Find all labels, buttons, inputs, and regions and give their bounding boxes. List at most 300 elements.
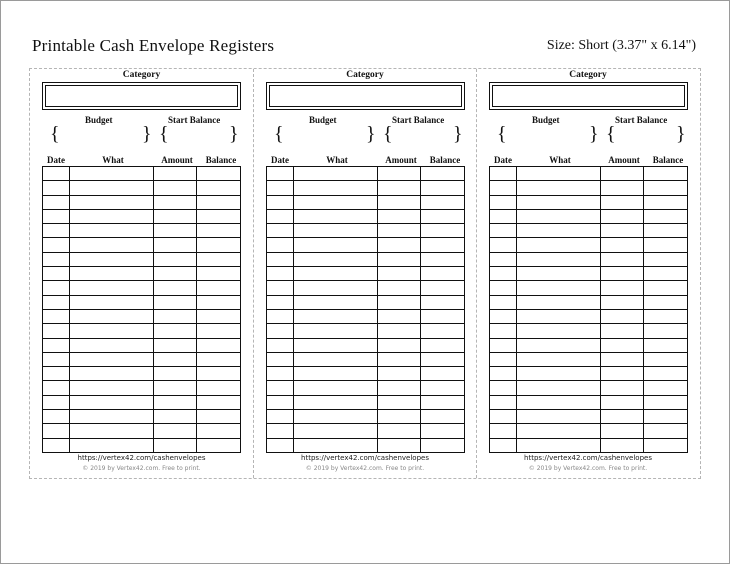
what-cell[interactable] [517, 238, 601, 252]
amount-cell[interactable] [154, 381, 197, 395]
table-row [267, 410, 465, 424]
column-header-what: What [102, 155, 124, 165]
amount-cell[interactable] [154, 238, 197, 252]
date-cell[interactable] [267, 381, 294, 395]
date-cell[interactable] [490, 224, 517, 238]
balance-cell[interactable] [197, 338, 241, 352]
what-cell[interactable] [517, 167, 601, 181]
date-cell[interactable] [43, 338, 70, 352]
balance-cell[interactable] [644, 395, 688, 409]
amount-cell[interactable] [154, 338, 197, 352]
table-row [43, 181, 241, 195]
balance-cell[interactable] [197, 424, 241, 438]
amount-cell[interactable] [154, 410, 197, 424]
budget-brace-open: { [497, 123, 507, 145]
what-cell[interactable] [294, 238, 378, 252]
table-row [43, 352, 241, 366]
date-cell[interactable] [43, 295, 70, 309]
table-row [490, 195, 688, 209]
what-cell[interactable] [70, 167, 154, 181]
amount-cell[interactable] [378, 410, 421, 424]
amount-cell[interactable] [601, 252, 644, 266]
table-row [490, 367, 688, 381]
what-cell[interactable] [517, 395, 601, 409]
what-cell[interactable] [517, 295, 601, 309]
date-cell[interactable] [490, 324, 517, 338]
date-cell[interactable] [43, 238, 70, 252]
what-cell[interactable] [70, 267, 154, 281]
what-cell[interactable] [517, 367, 601, 381]
what-cell[interactable] [70, 238, 154, 252]
what-cell[interactable] [517, 410, 601, 424]
copyright-note: © 2019 by Vertex42.com. Free to print. [305, 465, 425, 472]
date-cell[interactable] [490, 267, 517, 281]
balance-cell[interactable] [197, 395, 241, 409]
table-row [43, 209, 241, 223]
what-cell[interactable] [70, 381, 154, 395]
amount-cell[interactable] [378, 395, 421, 409]
balance-cell[interactable] [644, 209, 688, 223]
table-row [490, 324, 688, 338]
date-cell[interactable] [43, 252, 70, 266]
balance-cell[interactable] [197, 209, 241, 223]
date-cell[interactable] [43, 181, 70, 195]
amount-cell[interactable] [601, 438, 644, 452]
amount-cell[interactable] [154, 181, 197, 195]
balance-cell[interactable] [197, 295, 241, 309]
amount-cell[interactable] [601, 238, 644, 252]
start-balance-brace-close: } [229, 123, 239, 145]
start-balance-brace-close: } [676, 123, 686, 145]
table-row [267, 395, 465, 409]
date-cell[interactable] [43, 424, 70, 438]
balance-cell[interactable] [644, 295, 688, 309]
table-row [490, 295, 688, 309]
envelope-cards [29, 68, 701, 479]
register-table [489, 166, 688, 453]
date-cell[interactable] [267, 281, 294, 295]
start-balance-label: Start Balance [168, 115, 221, 125]
balance-cell[interactable] [421, 367, 465, 381]
amount-cell[interactable] [154, 267, 197, 281]
balance-cell[interactable] [197, 324, 241, 338]
table-row [43, 410, 241, 424]
balance-cell[interactable] [197, 167, 241, 181]
table-row [267, 324, 465, 338]
what-cell[interactable] [294, 424, 378, 438]
balance-cell[interactable] [421, 267, 465, 281]
date-cell[interactable] [267, 438, 294, 452]
amount-cell[interactable] [378, 295, 421, 309]
amount-cell[interactable] [601, 367, 644, 381]
what-cell[interactable] [70, 209, 154, 223]
date-cell[interactable] [267, 252, 294, 266]
what-cell[interactable] [70, 338, 154, 352]
amount-cell[interactable] [378, 267, 421, 281]
balance-cell[interactable] [644, 367, 688, 381]
balance-cell[interactable] [421, 338, 465, 352]
date-cell[interactable] [267, 338, 294, 352]
balance-cell[interactable] [644, 224, 688, 238]
register-table [42, 166, 241, 453]
balance-cell[interactable] [421, 395, 465, 409]
date-cell[interactable] [267, 352, 294, 366]
amount-cell[interactable] [154, 352, 197, 366]
date-cell[interactable] [43, 167, 70, 181]
table-row [490, 395, 688, 409]
copyright-note: © 2019 by Vertex42.com. Free to print. [528, 465, 648, 472]
date-cell[interactable] [43, 209, 70, 223]
balance-cell[interactable] [197, 438, 241, 452]
balance-cell[interactable] [421, 352, 465, 366]
amount-cell[interactable] [378, 181, 421, 195]
amount-cell[interactable] [601, 209, 644, 223]
what-cell[interactable] [294, 324, 378, 338]
source-url: https://vertex42.com/cashenvelopes [77, 454, 206, 462]
balance-cell[interactable] [421, 309, 465, 323]
budget-brace-close: } [366, 123, 376, 145]
table-row [490, 167, 688, 181]
what-cell[interactable] [517, 209, 601, 223]
balance-cell[interactable] [644, 424, 688, 438]
amount-cell[interactable] [378, 338, 421, 352]
what-cell[interactable] [294, 395, 378, 409]
date-cell[interactable] [43, 438, 70, 452]
what-cell[interactable] [70, 281, 154, 295]
date-cell[interactable] [267, 410, 294, 424]
balance-cell[interactable] [197, 195, 241, 209]
category-label: Category [569, 70, 607, 80]
column-header-amount: Amount [608, 155, 640, 165]
what-cell[interactable] [517, 352, 601, 366]
what-cell[interactable] [294, 410, 378, 424]
what-cell[interactable] [517, 381, 601, 395]
amount-cell[interactable] [378, 309, 421, 323]
table-row [490, 410, 688, 424]
balance-cell[interactable] [644, 324, 688, 338]
amount-cell[interactable] [378, 367, 421, 381]
what-cell[interactable] [517, 224, 601, 238]
date-cell[interactable] [490, 209, 517, 223]
date-cell[interactable] [490, 410, 517, 424]
amount-cell[interactable] [601, 324, 644, 338]
amount-cell[interactable] [601, 224, 644, 238]
column-header-date: Date [47, 155, 65, 165]
what-cell[interactable] [70, 367, 154, 381]
date-cell[interactable] [43, 395, 70, 409]
amount-cell[interactable] [154, 252, 197, 266]
balance-cell[interactable] [421, 410, 465, 424]
what-cell[interactable] [70, 352, 154, 366]
what-cell[interactable] [294, 367, 378, 381]
table-row [490, 309, 688, 323]
balance-cell[interactable] [644, 267, 688, 281]
date-cell[interactable] [267, 238, 294, 252]
amount-cell[interactable] [378, 252, 421, 266]
balance-cell[interactable] [644, 167, 688, 181]
table-row [490, 281, 688, 295]
table-row [43, 252, 241, 266]
table-row [43, 309, 241, 323]
date-cell[interactable] [490, 438, 517, 452]
balance-cell[interactable] [644, 309, 688, 323]
what-cell[interactable] [70, 295, 154, 309]
date-cell[interactable] [490, 309, 517, 323]
table-row [490, 252, 688, 266]
amount-cell[interactable] [378, 424, 421, 438]
table-row [43, 367, 241, 381]
balance-cell[interactable] [421, 295, 465, 309]
what-cell[interactable] [294, 195, 378, 209]
date-cell[interactable] [267, 224, 294, 238]
amount-cell[interactable] [601, 167, 644, 181]
table-row [43, 324, 241, 338]
amount-cell[interactable] [378, 238, 421, 252]
amount-cell[interactable] [154, 309, 197, 323]
what-cell[interactable] [294, 295, 378, 309]
balance-cell[interactable] [197, 281, 241, 295]
balance-cell[interactable] [197, 367, 241, 381]
amount-cell[interactable] [601, 281, 644, 295]
balance-cell[interactable] [421, 424, 465, 438]
balance-cell[interactable] [644, 181, 688, 195]
what-cell[interactable] [70, 252, 154, 266]
amount-cell[interactable] [601, 181, 644, 195]
start-balance-brace-open: { [159, 123, 169, 145]
what-cell[interactable] [517, 195, 601, 209]
budget-brace-open: { [50, 123, 60, 145]
balance-cell[interactable] [644, 281, 688, 295]
what-cell[interactable] [70, 309, 154, 323]
what-cell[interactable] [517, 252, 601, 266]
balance-cell[interactable] [421, 438, 465, 452]
balance-cell[interactable] [421, 209, 465, 223]
amount-cell[interactable] [378, 352, 421, 366]
amount-cell[interactable] [601, 195, 644, 209]
table-row [43, 281, 241, 295]
date-cell[interactable] [43, 410, 70, 424]
date-cell[interactable] [267, 324, 294, 338]
amount-cell[interactable] [154, 424, 197, 438]
date-cell[interactable] [490, 195, 517, 209]
balance-cell[interactable] [421, 238, 465, 252]
table-row [490, 381, 688, 395]
column-header-balance: Balance [429, 155, 461, 165]
balance-cell[interactable] [644, 238, 688, 252]
amount-cell[interactable] [378, 209, 421, 223]
category-field[interactable] [489, 82, 688, 110]
what-cell[interactable] [294, 209, 378, 223]
date-cell[interactable] [267, 309, 294, 323]
date-cell[interactable] [267, 424, 294, 438]
amount-cell[interactable] [378, 224, 421, 238]
category-field[interactable] [42, 82, 241, 110]
date-cell[interactable] [490, 238, 517, 252]
amount-cell[interactable] [378, 381, 421, 395]
size-note: Size: Short (3.37" x 6.14") [546, 38, 696, 53]
amount-cell[interactable] [378, 438, 421, 452]
column-header-balance: Balance [205, 155, 237, 165]
table-row [43, 195, 241, 209]
table-row [490, 438, 688, 452]
what-cell[interactable] [294, 167, 378, 181]
amount-cell[interactable] [154, 224, 197, 238]
amount-cell[interactable] [154, 167, 197, 181]
amount-cell[interactable] [601, 338, 644, 352]
table-row [43, 381, 241, 395]
balance-cell[interactable] [644, 352, 688, 366]
date-cell[interactable] [267, 367, 294, 381]
amount-cell[interactable] [378, 324, 421, 338]
date-cell[interactable] [490, 424, 517, 438]
what-cell[interactable] [70, 181, 154, 195]
date-cell[interactable] [43, 224, 70, 238]
table-row [267, 381, 465, 395]
date-cell[interactable] [490, 367, 517, 381]
amount-cell[interactable] [154, 438, 197, 452]
balance-cell[interactable] [644, 381, 688, 395]
what-cell[interactable] [70, 224, 154, 238]
balance-cell[interactable] [644, 195, 688, 209]
balance-cell[interactable] [197, 352, 241, 366]
amount-cell[interactable] [154, 195, 197, 209]
balance-cell[interactable] [197, 267, 241, 281]
amount-cell[interactable] [154, 295, 197, 309]
amount-cell[interactable] [378, 195, 421, 209]
amount-cell[interactable] [154, 281, 197, 295]
amount-cell[interactable] [601, 381, 644, 395]
date-cell[interactable] [490, 181, 517, 195]
table-row [267, 224, 465, 238]
amount-cell[interactable] [154, 324, 197, 338]
date-cell[interactable] [490, 352, 517, 366]
balance-cell[interactable] [197, 309, 241, 323]
table-row [267, 367, 465, 381]
balance-cell[interactable] [197, 238, 241, 252]
balance-cell[interactable] [197, 381, 241, 395]
amount-cell[interactable] [601, 352, 644, 366]
balance-cell[interactable] [421, 324, 465, 338]
amount-cell[interactable] [601, 395, 644, 409]
balance-cell[interactable] [421, 167, 465, 181]
amount-cell[interactable] [154, 367, 197, 381]
amount-cell[interactable] [601, 309, 644, 323]
date-cell[interactable] [43, 352, 70, 366]
what-cell[interactable] [294, 281, 378, 295]
balance-cell[interactable] [197, 252, 241, 266]
amount-cell[interactable] [154, 395, 197, 409]
balance-cell[interactable] [644, 252, 688, 266]
what-cell[interactable] [70, 424, 154, 438]
what-cell[interactable] [70, 410, 154, 424]
table-row [490, 238, 688, 252]
date-cell[interactable] [43, 324, 70, 338]
balance-cell[interactable] [421, 224, 465, 238]
date-cell[interactable] [267, 209, 294, 223]
what-cell[interactable] [294, 381, 378, 395]
what-cell[interactable] [294, 352, 378, 366]
date-cell[interactable] [43, 381, 70, 395]
table-row [490, 267, 688, 281]
what-cell[interactable] [517, 438, 601, 452]
what-cell[interactable] [294, 252, 378, 266]
balance-cell[interactable] [421, 181, 465, 195]
what-cell[interactable] [517, 424, 601, 438]
what-cell[interactable] [70, 438, 154, 452]
date-cell[interactable] [490, 295, 517, 309]
balance-cell[interactable] [421, 195, 465, 209]
balance-cell[interactable] [197, 410, 241, 424]
balance-cell[interactable] [197, 224, 241, 238]
balance-cell[interactable] [421, 381, 465, 395]
what-cell[interactable] [70, 195, 154, 209]
date-cell[interactable] [490, 338, 517, 352]
date-cell[interactable] [267, 195, 294, 209]
date-cell[interactable] [43, 309, 70, 323]
date-cell[interactable] [490, 167, 517, 181]
balance-cell[interactable] [197, 181, 241, 195]
date-cell[interactable] [43, 267, 70, 281]
date-cell[interactable] [43, 195, 70, 209]
amount-cell[interactable] [601, 267, 644, 281]
balance-cell[interactable] [644, 338, 688, 352]
what-cell[interactable] [294, 438, 378, 452]
balance-cell[interactable] [644, 410, 688, 424]
balance-cell[interactable] [644, 438, 688, 452]
what-cell[interactable] [517, 338, 601, 352]
amount-cell[interactable] [601, 424, 644, 438]
date-cell[interactable] [490, 381, 517, 395]
amount-cell[interactable] [378, 167, 421, 181]
date-cell[interactable] [267, 181, 294, 195]
what-cell[interactable] [517, 181, 601, 195]
date-cell[interactable] [267, 167, 294, 181]
date-cell[interactable] [267, 395, 294, 409]
date-cell[interactable] [43, 281, 70, 295]
date-cell[interactable] [267, 295, 294, 309]
date-cell[interactable] [43, 367, 70, 381]
what-cell[interactable] [517, 267, 601, 281]
amount-cell[interactable] [601, 295, 644, 309]
table-row [267, 424, 465, 438]
what-cell[interactable] [294, 267, 378, 281]
date-cell[interactable] [490, 281, 517, 295]
what-cell[interactable] [294, 309, 378, 323]
amount-cell[interactable] [154, 209, 197, 223]
date-cell[interactable] [490, 252, 517, 266]
what-cell[interactable] [517, 324, 601, 338]
date-cell[interactable] [267, 267, 294, 281]
start-balance-label: Start Balance [615, 115, 668, 125]
what-cell[interactable] [294, 338, 378, 352]
table-row [267, 295, 465, 309]
what-cell[interactable] [294, 181, 378, 195]
category-field[interactable] [266, 82, 465, 110]
amount-cell[interactable] [378, 281, 421, 295]
date-cell[interactable] [490, 395, 517, 409]
what-cell[interactable] [294, 224, 378, 238]
amount-cell[interactable] [601, 410, 644, 424]
table-row [267, 309, 465, 323]
table-row [43, 424, 241, 438]
what-cell[interactable] [517, 281, 601, 295]
table-row [267, 195, 465, 209]
balance-cell[interactable] [421, 252, 465, 266]
what-cell[interactable] [70, 324, 154, 338]
what-cell[interactable] [70, 395, 154, 409]
balance-cell[interactable] [421, 281, 465, 295]
what-cell[interactable] [517, 309, 601, 323]
